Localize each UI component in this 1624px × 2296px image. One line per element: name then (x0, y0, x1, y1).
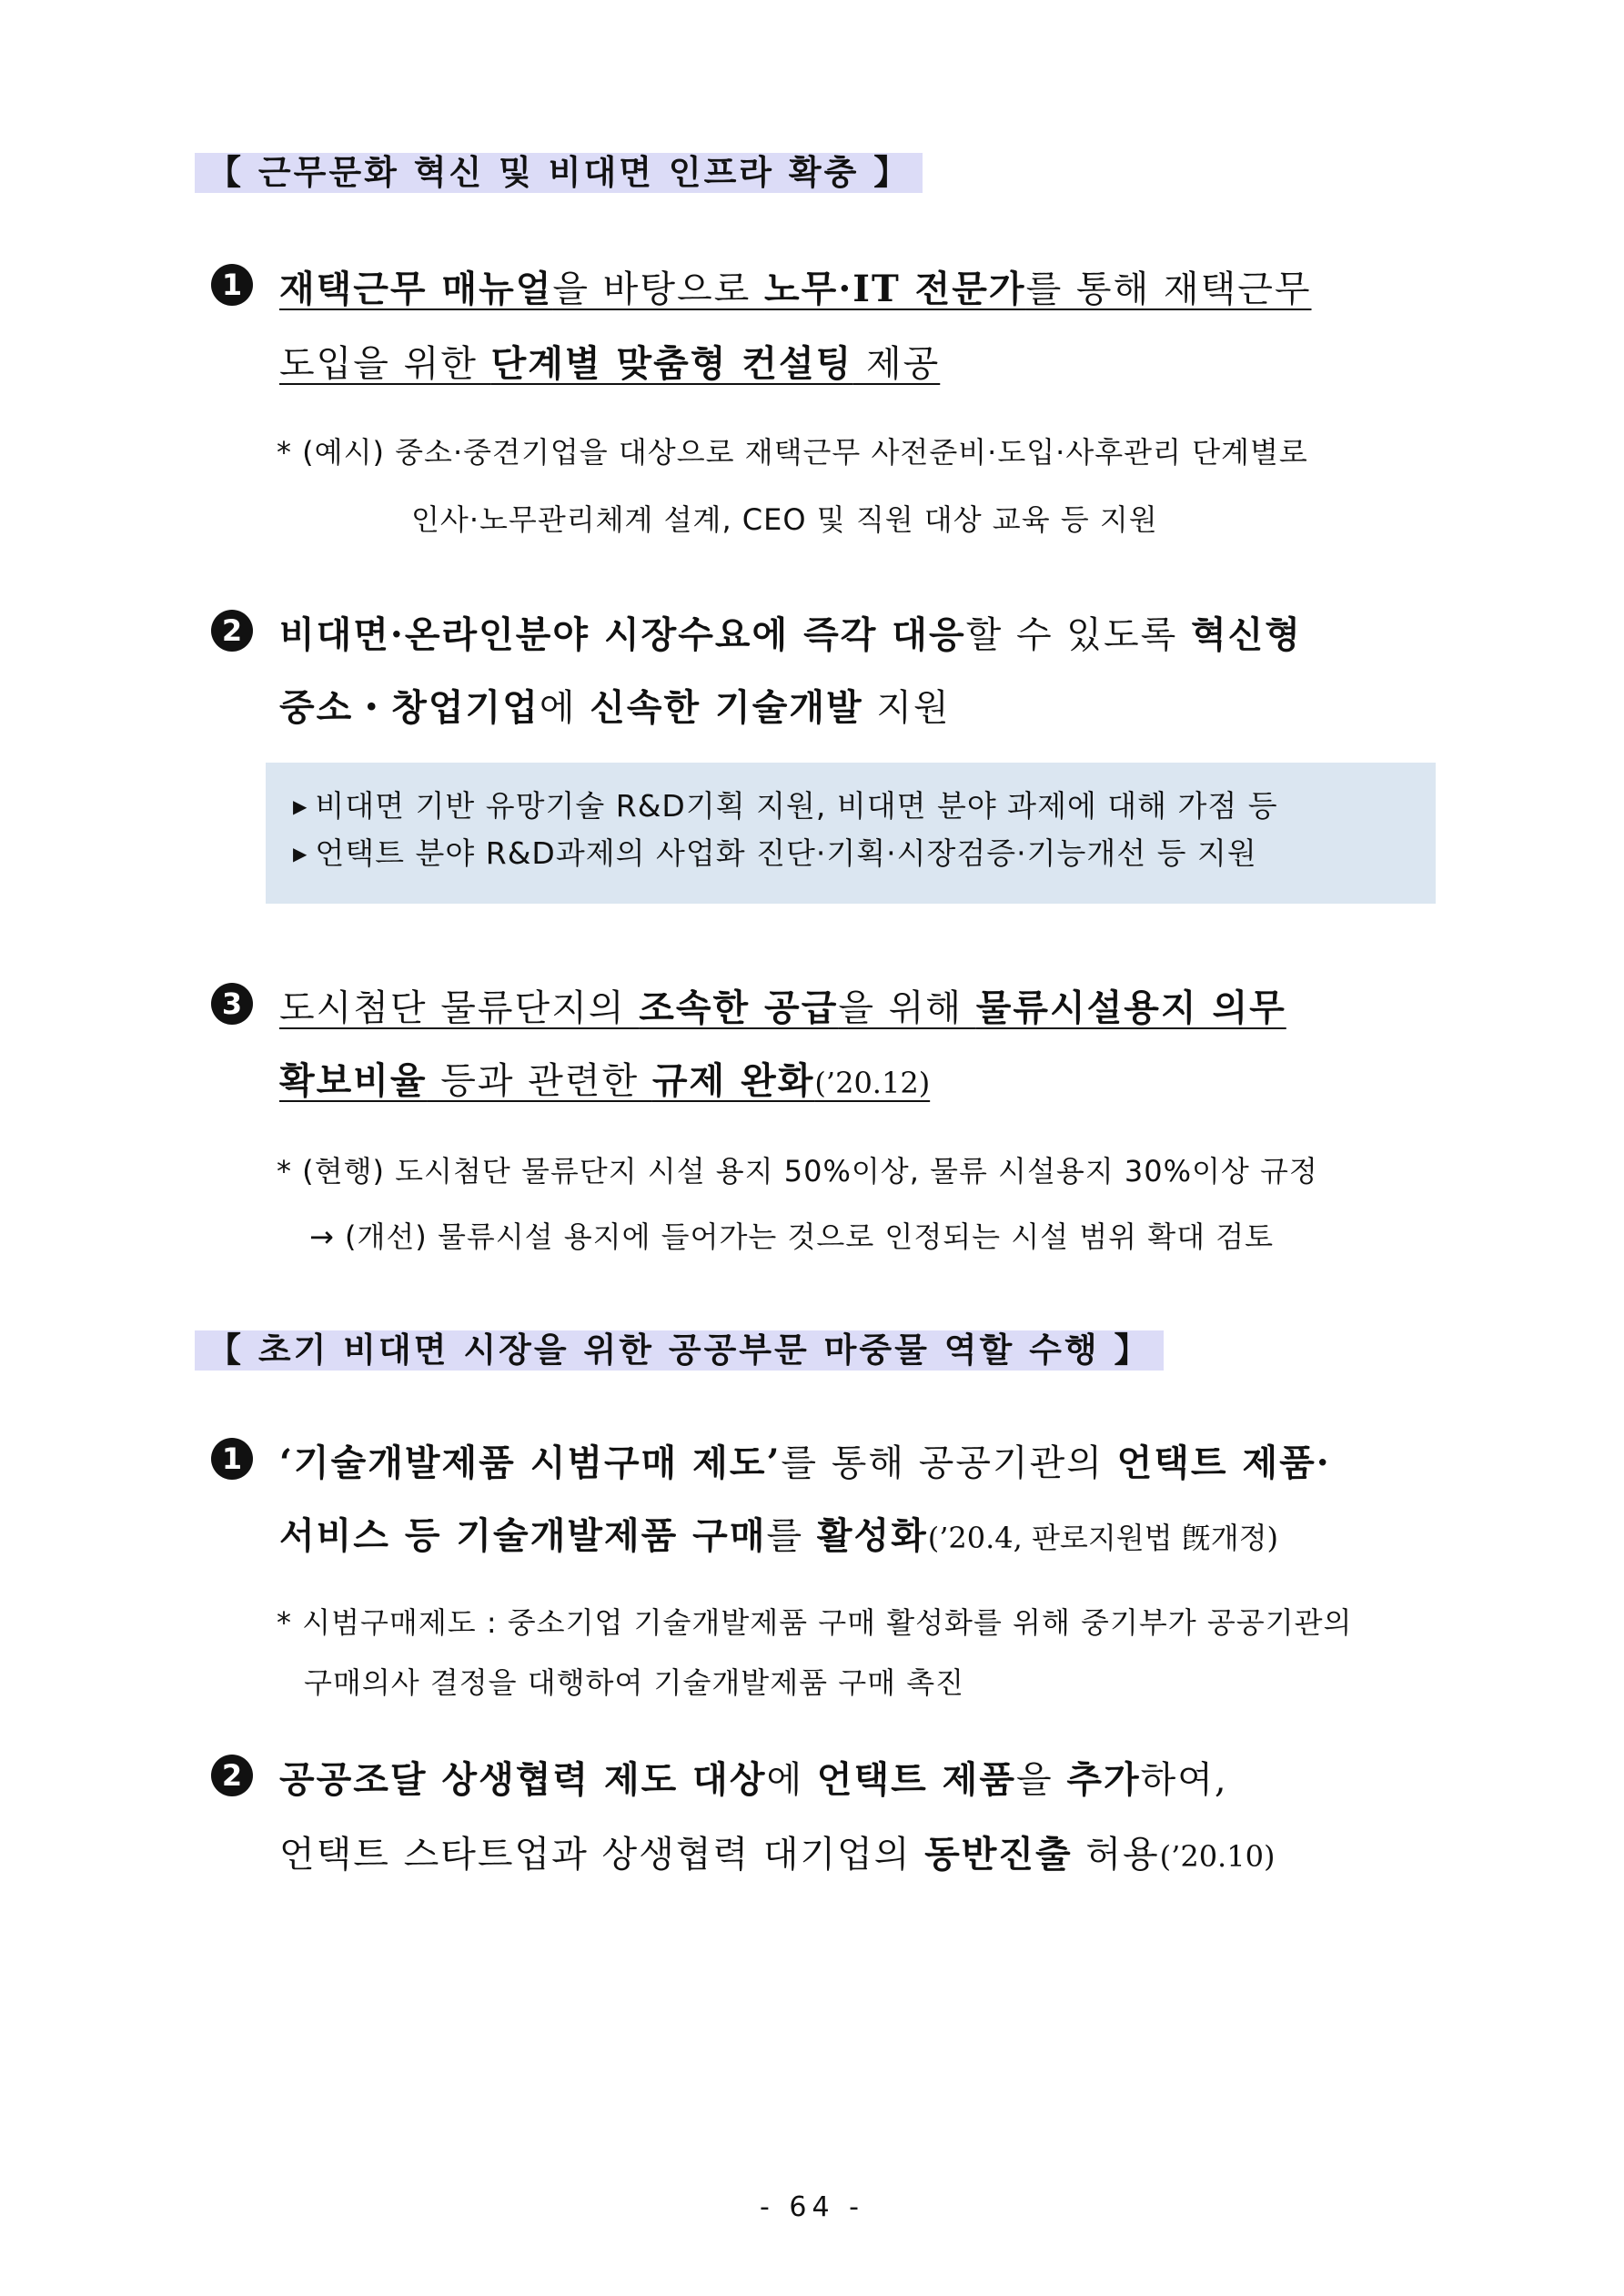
bold-text: 비대면·온라인분야 시장수요에 즉각 대응 (279, 613, 966, 656)
number-badge: 1 (211, 1438, 253, 1480)
item-line-1 (279, 1751, 1228, 1803)
number-badge: 2 (211, 610, 253, 652)
item-line-2 (279, 335, 940, 387)
text: 를 통해 공공기관의 (781, 1442, 1117, 1484)
triangle-bullet-icon: ▶ (293, 843, 308, 865)
item-line-1 (279, 606, 1302, 658)
page-number: - 64 - (760, 2191, 864, 2223)
text: 제공 (852, 343, 941, 385)
bold-text: 언택트 제품 (816, 1758, 1016, 1801)
text: 도시첨단 물류단지의 (279, 987, 640, 1029)
bold-text: 공공조달 상생협력 제도 대상 (279, 1758, 767, 1801)
text: 을 바탕으로 (552, 268, 765, 310)
bold-text: 조속한 공급 (639, 986, 839, 1029)
date-text: (’20.12) (814, 1066, 931, 1100)
note-line: 구매의사 결정을 대행하여 기술개발제품 구매 촉진 (304, 1665, 965, 1700)
item-line-2 (279, 1826, 1275, 1877)
note-line: → (개선) 물류시설 용지에 들어가는 것으로 인정되는 시설 범위 확대 검토 (309, 1219, 1275, 1254)
bold-text: 활성화 (816, 1514, 928, 1557)
text: 할 수 있도록 (965, 614, 1191, 656)
bold-text: 중소・창업기업 (279, 686, 540, 729)
bold-text: 서비스 등 기술개발제품 구매 (279, 1514, 767, 1557)
bold-text: 물류시설용지 의무 (975, 986, 1286, 1029)
text: 하여, (1140, 1759, 1228, 1801)
bold-text: 확보비율 (279, 1059, 428, 1102)
item-line-2 (279, 679, 951, 731)
text: 지원 (862, 687, 951, 729)
section-header-2: 【 초기 비대면 시장을 위한 공공부문 마중물 역할 수행 】 (195, 1330, 1164, 1371)
section-header-1: 【 근무문화 혁신 및 비대면 인프라 확충 】 (195, 153, 923, 193)
text: 언택트 분야 R&D과제의 사업화 진단·기획·시장검증·기능개선 등 지원 (315, 835, 1257, 871)
number-badge: 1 (211, 264, 253, 306)
triangle-bullet-icon: ▶ (293, 795, 308, 817)
bold-text: 추가 (1066, 1758, 1141, 1801)
bold-text: 노무·IT 전문가 (764, 268, 1026, 310)
date-text: (’20.10) (1159, 1839, 1276, 1874)
number-badge: 3 (211, 983, 253, 1025)
note-line: * 시범구매제도 : 중소기업 기술개발제품 구매 활성화를 위해 중기부가 공공기관의 (277, 1605, 1353, 1640)
bold-text: 신속한 기술개발 (590, 686, 863, 729)
bold-text: 규제 완화 (651, 1059, 815, 1102)
item-line-2 (279, 1052, 930, 1104)
text: 허용 (1072, 1834, 1160, 1876)
info-box (266, 763, 1436, 904)
note-line: 인사·노무관리체계 설계, CEO 및 직원 대상 교육 등 지원 (411, 502, 1158, 537)
item-line-1 (279, 1434, 1331, 1486)
text: 을 (1015, 1759, 1067, 1801)
note-line: * (예시) 중소·중견기업을 대상으로 재택근무 사전준비·도입·사후관리 단계별로 (277, 435, 1308, 470)
date-text: (’20.4, 판로지원법 旣개정) (927, 1521, 1279, 1555)
text: 를 (766, 1515, 817, 1557)
text: 등과 관련한 (427, 1060, 652, 1102)
bold-text: 언택트 제품· (1116, 1441, 1331, 1484)
bold-text: 재택근무 매뉴얼 (279, 268, 553, 310)
text: 를 통해 재택근무 (1025, 268, 1312, 310)
box-line (293, 830, 1257, 873)
text: 도입을 위한 (279, 343, 491, 385)
item-line-2 (279, 1507, 1278, 1559)
text: 언택트 스타트업과 상생협력 대기업의 (279, 1834, 925, 1876)
box-line (293, 783, 1278, 825)
item-line-1 (279, 260, 1312, 312)
note-line: * (현행) 도시첨단 물류단지 시설 용지 50%이상, 물류 시설용지 30%이상 규정 (277, 1154, 1318, 1188)
text: 비대면 기반 유망기술 R&D기획 지원, 비대면 분야 과제에 대해 가점 등 (315, 788, 1278, 824)
number-badge: 2 (211, 1755, 253, 1796)
text: 에 (766, 1759, 817, 1801)
bold-text: 동반진출 (924, 1833, 1073, 1876)
bold-text: 단계별 맞춤형 컨설팅 (490, 342, 853, 385)
bold-text: ‘기술개발제품 시범구매 제도’ (279, 1441, 782, 1484)
item-line-1 (279, 979, 1286, 1031)
bold-text: 혁신형 (1190, 613, 1302, 656)
text: 에 (539, 687, 590, 729)
text: 을 위해 (838, 987, 976, 1029)
